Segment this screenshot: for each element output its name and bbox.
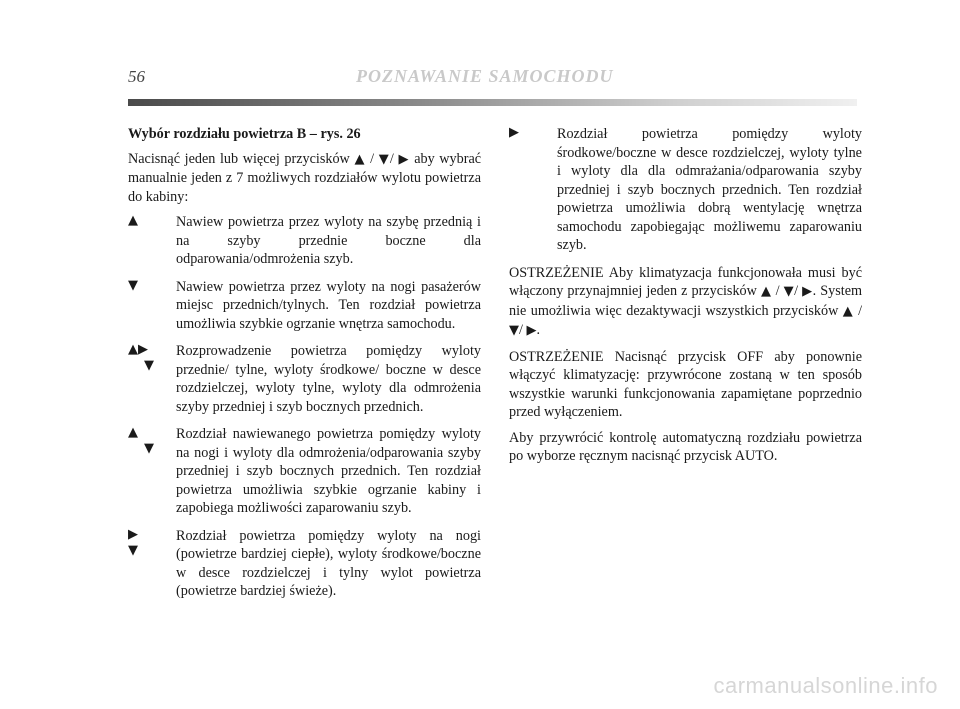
section-title: POZNAWANIE SAMOCHODU <box>356 66 614 86</box>
list-item <box>128 425 481 518</box>
header-rule <box>128 99 857 106</box>
list-item <box>128 527 481 601</box>
down-arrow-icon: ▼ <box>128 542 138 558</box>
right-arrow-icon: ▶ <box>398 151 410 167</box>
right-arrow-icon: ▶ <box>128 526 138 542</box>
list-item <box>128 278 481 334</box>
left-column <box>128 125 481 610</box>
warning-paragraph: OSTRZEŻENIE Nacisnąć przycisk OFF aby ponownie włączyć klimatyzację: przywrócone zostaną w ten sposób wszystkie warunki funkcjonowania zapamiętane poprzednio przed wyłączeniem. <box>509 348 862 420</box>
warning-paragraph: OSTRZEŻENIE Aby klimatyzacja funkcjonowała musi być włączony przynajmniej jeden z przycisków ▲ / ▼/ ▶. System nie umożliwia więc dezaktywacji wszystkich przycisków ▲ / ▼/ ▶. <box>509 264 863 338</box>
up-arrow-icon: ▲ <box>128 425 138 440</box>
list-item-text: Nawiew powietrza przez wyloty na nogi pasażerów miejsc przednich/tylnych. Ten rozdział powietrza umożliwia szybkie ogrzanie wnętrza samochodu. <box>176 278 481 332</box>
right-column <box>509 125 862 473</box>
list-item-text: Rozdział powietrza pomiędzy wyloty środkowe/boczne w desce rozdzielczej, wyloty tylne i wyloty dla dla odmrażania/odparowania szyby przedniej i szyb bocznych przednich. Ten rozdział powietrza umożliwia dobrą wentylację wnętrza samochodu zapobiegając możliwemu zaparowaniu szyb. <box>557 126 862 253</box>
up-arrow-icon: ▲ <box>842 303 854 319</box>
intro-paragraph: Nacisnąć jeden lub więcej przycisków ▲ / ▼/ ▶ aby wybrać manualnie jeden z 7 możliwych rozdziałów wylotu powietrza do kabiny: <box>128 150 482 205</box>
down-arrow-icon: ▼ <box>144 441 154 456</box>
list-item-text: Rozprowadzenie powietrza pomiędzy wyloty przednie/ tylne, wyloty środkowe/ boczne w desce rozdzielczej, wyloty tylne, wyloty dla odmrożenia szyby przedniej i szyb bocznych przednich. <box>176 343 481 415</box>
up-arrow-icon: ▲ <box>128 342 138 357</box>
list-item <box>509 125 862 255</box>
down-arrow-icon: ▼ <box>378 151 390 167</box>
page-number: 56 <box>128 67 145 86</box>
right-arrow-icon: ▶ <box>138 342 148 357</box>
list-item-text: Rozdział nawiewanego powietrza pomiędzy wyloty na nogi i wyloty dla odmrożenia/odparowania szyby przedniej i szyb bocznych przednich. Ten rozdział powietrza umożliwia szybkie ogrzanie kabiny i zapobiega możliwości zaparowaniu szyb. <box>176 426 481 516</box>
list-item <box>128 342 481 416</box>
down-arrow-icon: ▼ <box>144 358 154 373</box>
down-arrow-icon: ▼ <box>783 284 795 299</box>
up-arrow-icon: ▲ <box>760 284 772 299</box>
down-arrow-icon: ▼ <box>128 277 138 293</box>
up-arrow-icon: ▲ <box>128 213 138 228</box>
down-arrow-icon: ▼ <box>509 323 519 338</box>
section-heading: Wybór rozdziału powietrza B – rys. 26 <box>128 126 361 142</box>
up-arrow-icon: ▲ <box>354 151 366 167</box>
list-item-text: Rozdział powietrza pomiędzy wyloty na nogi (powietrze bardziej ciepłe), wyloty środkowe/boczne w desce rozdzielczej i tylny wylot powietrza (powietrze bardziej świeże). <box>176 527 481 599</box>
body-paragraph: Aby przywrócić kontrolę automatyczną rozdziału powietrza po wyborze ręcznym nacisnąć przycisk AUTO. <box>509 429 862 464</box>
right-arrow-icon: ▶ <box>509 125 519 140</box>
watermark: carmanualsonline.info <box>713 673 938 698</box>
list-item-text: Nawiew powietrza przez wyloty na szybę przednią i na szyby przednie boczne dla odparowania/odmrożenia szyb. <box>176 214 481 267</box>
right-arrow-icon: ▶ <box>802 284 813 299</box>
right-arrow-icon: ▶ <box>526 323 537 338</box>
list-item <box>128 213 481 269</box>
